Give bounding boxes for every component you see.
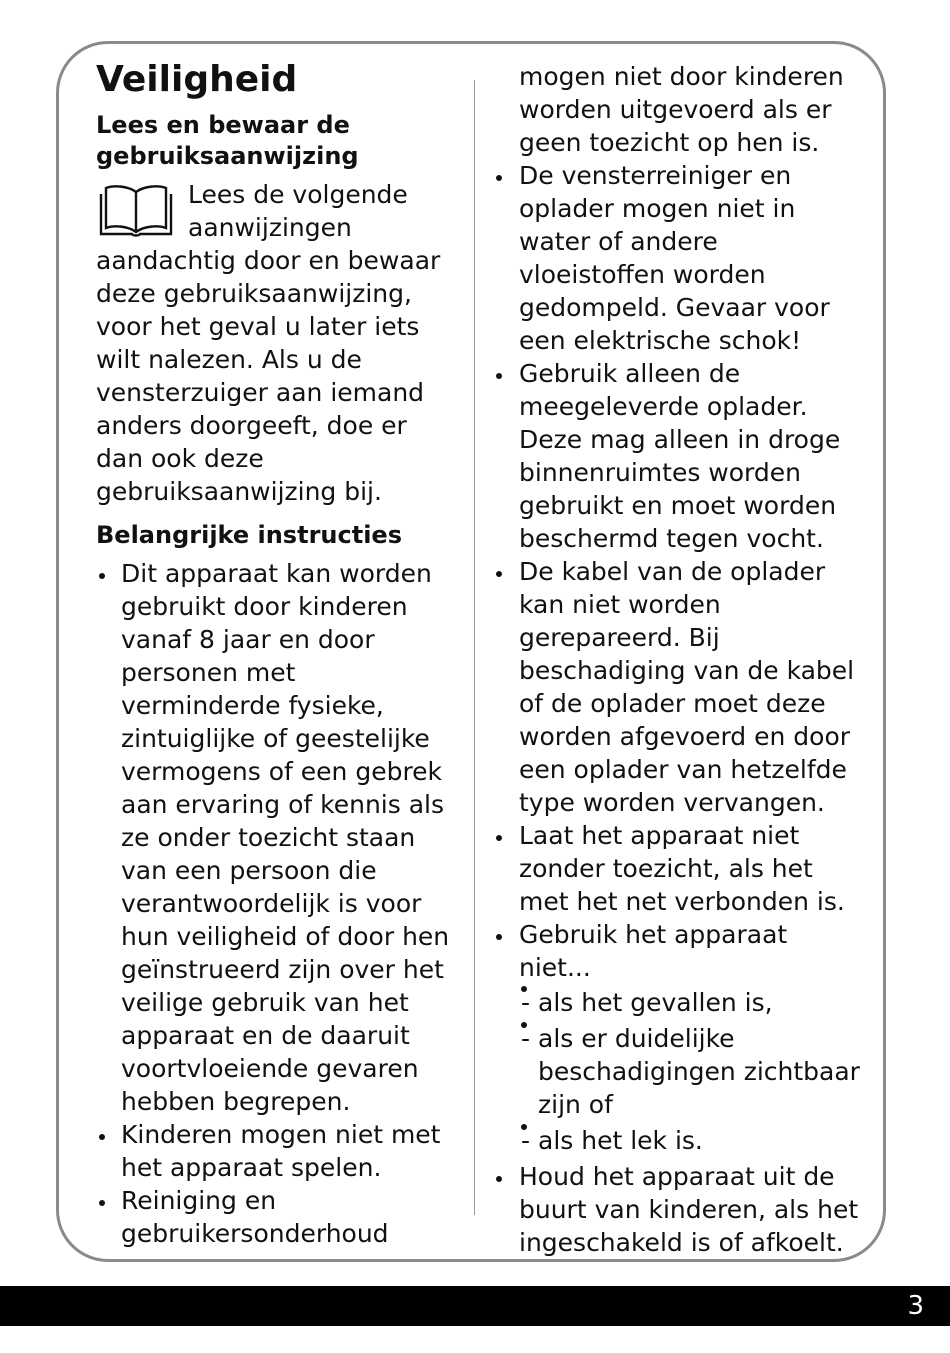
book-icon (98, 182, 174, 238)
sub-list-item: - als het lek is. (519, 1124, 864, 1157)
intro-text: Lees de volgende aanwijzingen aandachtig door en bewaar deze gebruiksaanwijzing, voor het geval u later iets wilt nalezen. Als u de vensterzuiger aan iemand anders doorgeeft, doe er dan ook deze gebruiksaanwijzing bij. (96, 180, 441, 506)
list-item: Houd het apparaat uit de buurt van kinderen, als het ingeschakeld is of afkoelt. (494, 1160, 864, 1259)
list-item: Gebruik alleen de meegeleverde oplader. Deze mag alleen in droge binnenruimtes worden gebruikt en moet worden beschermd tegen vocht. (494, 357, 864, 555)
list-item: Reiniging en gebruikersonderhoud (96, 1184, 456, 1250)
right-column (494, 60, 864, 1259)
intro-paragraph (96, 178, 456, 508)
heading-important-instructions: Belangrijke instructies (96, 521, 402, 549)
do-not-use-sublist (519, 986, 864, 1157)
do-not-use-intro: Gebruik het apparaat niet... (519, 920, 788, 982)
list-item: De vensterreiniger en oplader mogen niet in water of andere vloeistoffen worden gedompeld. Gevaar voor een elektrische schok! (494, 159, 864, 357)
list-item: Dit apparaat kan worden gebruikt door kinderen vanaf 8 jaar en door personen met verminderde fysieke, zintuiglijke of geestelijke vermogens of een gebrek aan ervaring of kennis als ze onder toezicht staan van een persoon die verantwoordelijk is voor hun veiligheid of door hen geïnstrueerd zijn over het veilige gebruik van het apparaat en de daaruit voortvloeiende gevaren hebben begrepen. (96, 557, 456, 1118)
page-number: 3 (907, 1291, 924, 1321)
list-item: Kinderen mogen niet met het apparaat spelen. (96, 1118, 456, 1184)
continued-text: mogen niet door kinderen worden uitgevoerd als er geen toezicht op hen is. (519, 62, 844, 157)
column-divider (474, 80, 475, 1215)
heading-read-and-keep: Lees en bewaar de gebruiksaanwijzing (96, 111, 359, 170)
instruction-list-left (96, 557, 456, 1250)
list-item-do-not-use (494, 918, 864, 1157)
left-column (96, 58, 456, 1250)
footer-bar (0, 1286, 950, 1326)
page-title: Veiligheid (96, 59, 298, 100)
sub-list-item: - als er duidelijke beschadigingen zichtbaar zijn of (519, 1022, 864, 1121)
list-item: Laat het apparaat niet zonder toezicht, als het met het net verbonden is. (494, 819, 864, 918)
list-item: De kabel van de oplader kan niet worden gerepareerd. Bij beschadiging van de kabel of de oplader moet deze worden afgevoerd en door een oplader van hetzelfde type worden vervangen. (494, 555, 864, 819)
instruction-list-right (494, 159, 864, 1259)
sub-list-item: - als het gevallen is, (519, 986, 864, 1019)
